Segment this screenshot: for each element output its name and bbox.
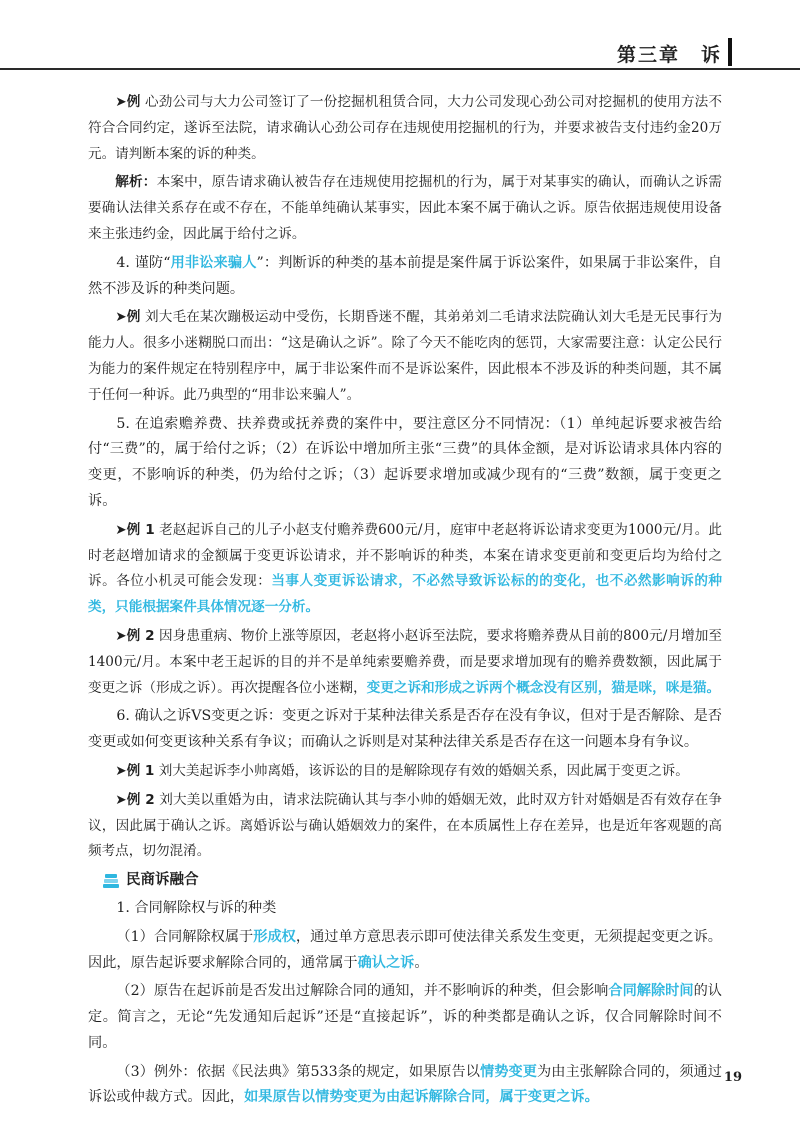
highlight-text: 情势变更	[480, 1063, 537, 1080]
para-text: 1. 合同解除权与诉的种类	[116, 899, 277, 916]
example-text: 刘大毛在某次蹦极运动中受伤，长期昏迷不醒，其弟弟刘二毛请求法院确认刘大毛是无民事行为能力人。很多小迷糊脱口而出：“这是确认之诉”。除了今天不能吃肉的惩罚，大家需要注意：认定公民行为能力的案件规定在特别程序中，属于非讼案件而不是诉讼案件，因此根本不涉及诉的种类问题，其不属于任何一种诉。此乃典型的“用非讼来骗人”。	[88, 309, 723, 403]
analysis-text: 本案中，原告请求确认被告存在违规使用挖掘机的行为，属于对某事实的确认，而确认之诉需要确认法律关系存在或不存在，不能单纯确认某事实，因此本案不属于确认之诉。原告依据违规使用设备来主张违约金，因此属于给付之诉。	[88, 174, 723, 242]
section-intro	[88, 896, 722, 922]
analysis-tag: 解析：	[115, 174, 157, 191]
section-heading	[102, 868, 722, 894]
example-block	[88, 624, 722, 701]
section-item-2	[88, 979, 722, 1056]
section-title: 民商诉融合	[126, 872, 199, 889]
page-number: 19	[723, 1070, 742, 1085]
highlight-text: 形成权	[253, 928, 296, 945]
highlight-text: 如果原告以情势变更为由起诉解除合同，属于变更之诉。	[244, 1089, 599, 1106]
example-text: 因身患重病、物价上涨等原因，老赵将小赵诉至法院，要求将赡养费从目前的800元/月增加至1400元/月。本案中老王起诉的目的并不是单纯索要赡养费，而是要求增加现有的赡养费数额，因此属于变更之诉（形成之诉）。再次提醒各位小迷糊，	[88, 627, 722, 696]
highlight-text: 用非讼来骗人	[170, 254, 257, 271]
paragraph-6	[88, 704, 722, 756]
example-tag: ➤例 2	[115, 627, 155, 644]
example-text: 刘大美起诉李小帅离婚，该诉讼的目的是解除现存有效的婚姻关系，因此属于变更之诉。	[158, 762, 689, 779]
chapter-title: 第三章 诉	[616, 44, 722, 66]
page-header	[0, 0, 800, 72]
example-block	[88, 90, 722, 167]
para-text: （2）原告在起诉前是否发出过解除合同的通知，并不影响诉的种类，但会影响	[116, 983, 609, 1000]
highlight-text: 合同解除时间	[608, 983, 694, 1000]
highlight-text: 确认之诉	[357, 954, 415, 971]
example-tag: ➤例 2	[115, 791, 155, 808]
highlight-text: 变更之诉和形成之诉两个概念没有区别，猫是咪，咪是猫。	[366, 679, 721, 696]
para-text: 的认定。简言之，无论“先发通知后起诉”还是“直接起诉”，诉的种类都是确认之诉，仅合同解除时间不同。	[88, 983, 722, 1051]
para-text: 。	[414, 954, 429, 971]
para-text: ，通过单方意思表示即可使法律关系发生变更，无须提起变更之诉。因此，原告起诉要求解除合同的，通常属于	[88, 928, 722, 971]
para-text: ”：判断诉的种类的基本前提是案件属于诉讼案件，如果属于非讼案件，自然不涉及诉的种类问题。	[88, 254, 722, 297]
analysis-block	[88, 170, 722, 247]
para-text: 为由主张解除合同的，须通过诉讼或仲裁方式。因此，	[88, 1063, 722, 1106]
header-bar	[728, 38, 732, 66]
example-tag: ➤例 1	[115, 521, 155, 538]
example-block	[88, 759, 722, 785]
book-stack-icon	[102, 873, 120, 889]
para-text: 4. 谨防“	[116, 254, 171, 271]
example-tag: ➤例 1	[115, 762, 155, 779]
example-tag: ➤例	[115, 309, 141, 326]
example-text: 心劲公司与大力公司签订了一份挖掘机租赁合同，大力公司发现心劲公司对挖掘机的使用方法不符合合同约定，遂诉至法院，请求确认心劲公司存在违规使用挖掘机的行为，并要求被告支付违约金20万元。请判断本案的诉的种类。	[88, 94, 723, 162]
paragraph-5	[88, 412, 722, 515]
paragraph-4	[88, 251, 722, 303]
example-text: 刘大美以重婚为由，请求法院确认其与李小帅的婚姻无效，此时双方针对婚姻是否有效存在争议，因此属于确认之诉。离婚诉讼与确认婚姻效力的案件，在本质属性上存在差异，也是近年客观题的高频考点，切勿混淆。	[88, 791, 723, 860]
example-block	[88, 305, 722, 408]
example-text: 老赵起诉自己的儿子小赵支付赡养费600元/月，庭审中老赵将诉讼请求变更为1000元/月。此时老赵增加请求的金额属于变更诉讼请求，并不影响诉的种类，本案在请求变更前和变更后均为给付之诉。各位小机灵可能会发现：	[88, 521, 722, 590]
header-rule	[0, 68, 800, 70]
section-item-1	[88, 925, 722, 977]
para-text: （1）合同解除权属于	[116, 928, 254, 945]
example-tag: ➤例	[115, 94, 141, 110]
para-text: 5. 在追索赡养费、扶养费或抚养费的案件中，要注意区分不同情况：（1）单纯起诉要求被告给付“三费”的，属于给付之诉；（2）在诉讼中增加所主张“三费”的具体金额，是对诉讼请求具体内容的变更，不影响诉的种类，仍为给付之诉；（3）起诉要求增加或减少现有的“三费”数额，属于变更之诉。	[88, 415, 722, 509]
page-content	[88, 90, 722, 1114]
para-text: 6. 确认之诉VS变更之诉：变更之诉对于某种法律关系是否存在没有争议，但对于是否解除、是否变更或如何变更该种关系有争议；而确认之诉则是对某种法律关系是否存在这一问题本身有争议。	[88, 708, 722, 751]
para-text: （3）例外：依据《民法典》第533条的规定，如果原告以	[116, 1063, 481, 1080]
example-block	[88, 518, 722, 621]
section-item-3	[88, 1060, 722, 1112]
highlight-text: 当事人变更诉讼请求，不必然导致诉讼标的的变化，也不必然影响诉的种类，只能根据案件具体情况逐一分析。	[88, 573, 723, 616]
example-block	[88, 788, 722, 865]
